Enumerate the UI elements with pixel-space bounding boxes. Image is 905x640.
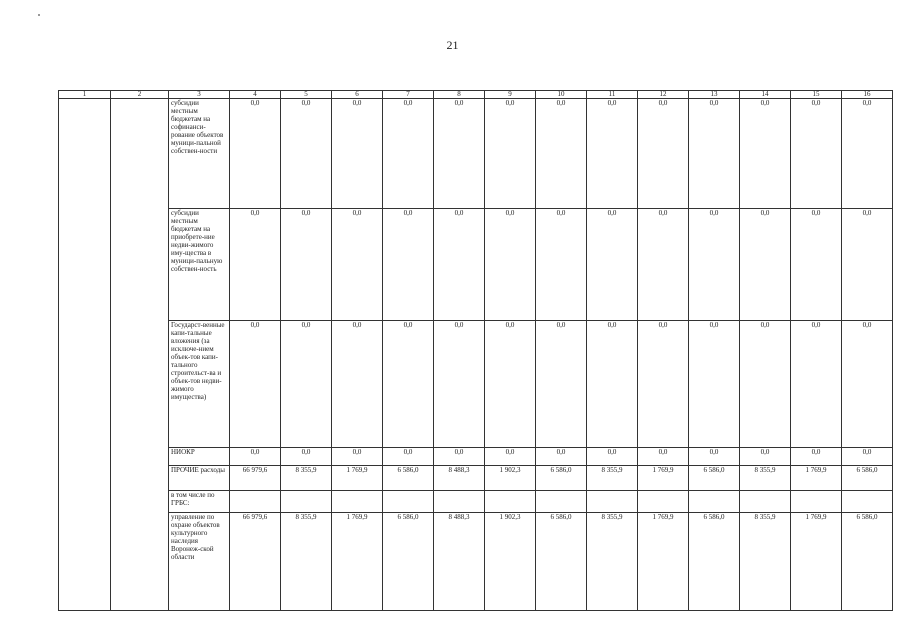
value-cell: 0,0 xyxy=(791,448,842,466)
table-header-row xyxy=(59,91,893,99)
value-cell: 0,0 xyxy=(740,321,791,448)
empty-cell xyxy=(111,321,169,448)
column-number: 6 xyxy=(332,91,383,99)
value-cell: 0,0 xyxy=(281,321,332,448)
value-cell: 8 488,3 xyxy=(434,513,485,611)
column-number: 15 xyxy=(791,91,842,99)
value-cell: 0,0 xyxy=(230,448,281,466)
value-cell: 0,0 xyxy=(689,209,740,321)
value-cell: 6 586,0 xyxy=(689,466,740,491)
value-cell: 0,0 xyxy=(842,448,893,466)
column-number: 11 xyxy=(587,91,638,99)
value-cell xyxy=(689,491,740,513)
value-cell: 1 769,9 xyxy=(332,513,383,611)
empty-cell xyxy=(59,491,111,513)
value-cell: 0,0 xyxy=(587,209,638,321)
value-cell: 8 355,9 xyxy=(740,513,791,611)
empty-cell xyxy=(59,99,111,209)
value-cell xyxy=(434,491,485,513)
table-row xyxy=(59,209,893,321)
value-cell xyxy=(230,491,281,513)
value-cell: 0,0 xyxy=(689,99,740,209)
value-cell: 0,0 xyxy=(383,448,434,466)
empty-cell xyxy=(111,491,169,513)
column-number: 2 xyxy=(111,91,169,99)
value-cell xyxy=(587,491,638,513)
value-cell xyxy=(485,491,536,513)
value-cell: 0,0 xyxy=(638,209,689,321)
value-cell: 0,0 xyxy=(791,99,842,209)
row-description: управление по охране объектов культурного наследия Воронеж-ской области xyxy=(169,513,230,611)
column-number: 12 xyxy=(638,91,689,99)
row-description: субсидии местным бюджетам на софинанси-рование объектов муници-пальной собствен-ности xyxy=(169,99,230,209)
table-row xyxy=(59,448,893,466)
value-cell: 0,0 xyxy=(842,99,893,209)
value-cell: 0,0 xyxy=(638,448,689,466)
value-cell: 0,0 xyxy=(383,209,434,321)
empty-cell xyxy=(59,513,111,611)
row-description: НИОКР xyxy=(169,448,230,466)
value-cell: 0,0 xyxy=(434,99,485,209)
row-description: ПРОЧИЕ расходы xyxy=(169,466,230,491)
value-cell: 0,0 xyxy=(842,209,893,321)
value-cell: 66 979,6 xyxy=(230,466,281,491)
value-cell: 0,0 xyxy=(536,448,587,466)
value-cell xyxy=(281,491,332,513)
value-cell: 6 586,0 xyxy=(536,513,587,611)
value-cell: 0,0 xyxy=(689,321,740,448)
value-cell: 1 902,3 xyxy=(485,466,536,491)
table-row xyxy=(59,513,893,611)
value-cell: 0,0 xyxy=(791,321,842,448)
row-description: в том числе по ГРБС: xyxy=(169,491,230,513)
column-number: 3 xyxy=(169,91,230,99)
value-cell xyxy=(536,491,587,513)
scan-speck xyxy=(38,14,40,16)
value-cell: 0,0 xyxy=(485,321,536,448)
value-cell: 0,0 xyxy=(281,209,332,321)
value-cell: 8 355,9 xyxy=(281,513,332,611)
value-cell: 6 586,0 xyxy=(536,466,587,491)
value-cell: 0,0 xyxy=(434,209,485,321)
empty-cell xyxy=(59,321,111,448)
column-number: 1 xyxy=(59,91,111,99)
value-cell xyxy=(791,491,842,513)
value-cell: 0,0 xyxy=(485,209,536,321)
value-cell: 0,0 xyxy=(791,209,842,321)
value-cell: 1 769,9 xyxy=(638,466,689,491)
value-cell: 6 586,0 xyxy=(842,513,893,611)
column-number: 4 xyxy=(230,91,281,99)
row-description: Государст-венные капи-тальные вложения (за исключе-нием объек-тов капи-тального строительст-ва и объек-тов недви-жимого имущества) xyxy=(169,321,230,448)
value-cell: 1 769,9 xyxy=(791,466,842,491)
column-number: 10 xyxy=(536,91,587,99)
row-description: субсидии местным бюджетам на приобрете-ние недви-жимого иму-щества в муници-пальную собствен-ность xyxy=(169,209,230,321)
empty-cell xyxy=(59,466,111,491)
value-cell: 0,0 xyxy=(689,448,740,466)
page-number: 21 xyxy=(446,38,459,52)
value-cell: 0,0 xyxy=(281,448,332,466)
value-cell: 0,0 xyxy=(230,209,281,321)
value-cell: 1 769,9 xyxy=(638,513,689,611)
value-cell: 0,0 xyxy=(740,209,791,321)
column-number: 13 xyxy=(689,91,740,99)
value-cell: 0,0 xyxy=(230,99,281,209)
value-cell: 0,0 xyxy=(230,321,281,448)
value-cell: 8 355,9 xyxy=(587,466,638,491)
value-cell: 8 488,3 xyxy=(434,466,485,491)
value-cell: 1 902,3 xyxy=(485,513,536,611)
value-cell: 0,0 xyxy=(536,209,587,321)
value-cell: 0,0 xyxy=(740,448,791,466)
column-number: 7 xyxy=(383,91,434,99)
empty-cell xyxy=(59,448,111,466)
value-cell: 0,0 xyxy=(332,209,383,321)
column-number: 9 xyxy=(485,91,536,99)
table-row xyxy=(59,491,893,513)
value-cell: 1 769,9 xyxy=(332,466,383,491)
value-cell: 0,0 xyxy=(485,99,536,209)
value-cell: 0,0 xyxy=(536,99,587,209)
table-row xyxy=(59,99,893,209)
value-cell: 0,0 xyxy=(332,99,383,209)
empty-cell xyxy=(111,448,169,466)
value-cell: 0,0 xyxy=(842,321,893,448)
value-cell: 0,0 xyxy=(587,321,638,448)
empty-cell xyxy=(111,513,169,611)
value-cell: 6 586,0 xyxy=(383,513,434,611)
value-cell: 8 355,9 xyxy=(740,466,791,491)
column-number: 5 xyxy=(281,91,332,99)
value-cell: 66 979,6 xyxy=(230,513,281,611)
value-cell: 0,0 xyxy=(536,321,587,448)
value-cell: 1 769,9 xyxy=(791,513,842,611)
empty-cell xyxy=(59,209,111,321)
value-cell xyxy=(638,491,689,513)
column-number: 8 xyxy=(434,91,485,99)
value-cell: 0,0 xyxy=(383,99,434,209)
value-cell: 0,0 xyxy=(383,321,434,448)
column-number: 14 xyxy=(740,91,791,99)
value-cell xyxy=(842,491,893,513)
value-cell: 0,0 xyxy=(587,448,638,466)
value-cell: 8 355,9 xyxy=(281,466,332,491)
value-cell: 0,0 xyxy=(332,448,383,466)
table-row xyxy=(59,466,893,491)
value-cell: 6 586,0 xyxy=(689,513,740,611)
empty-cell xyxy=(111,466,169,491)
value-cell: 8 355,9 xyxy=(587,513,638,611)
value-cell: 0,0 xyxy=(332,321,383,448)
budget-table xyxy=(58,90,893,611)
table-row xyxy=(59,321,893,448)
empty-cell xyxy=(111,99,169,209)
value-cell: 0,0 xyxy=(434,448,485,466)
value-cell: 0,0 xyxy=(638,99,689,209)
empty-cell xyxy=(111,209,169,321)
value-cell: 0,0 xyxy=(434,321,485,448)
column-number: 16 xyxy=(842,91,893,99)
value-cell xyxy=(332,491,383,513)
value-cell: 6 586,0 xyxy=(383,466,434,491)
value-cell xyxy=(740,491,791,513)
value-cell: 0,0 xyxy=(281,99,332,209)
value-cell: 0,0 xyxy=(587,99,638,209)
value-cell xyxy=(383,491,434,513)
value-cell: 0,0 xyxy=(485,448,536,466)
value-cell: 0,0 xyxy=(740,99,791,209)
value-cell: 6 586,0 xyxy=(842,466,893,491)
value-cell: 0,0 xyxy=(638,321,689,448)
